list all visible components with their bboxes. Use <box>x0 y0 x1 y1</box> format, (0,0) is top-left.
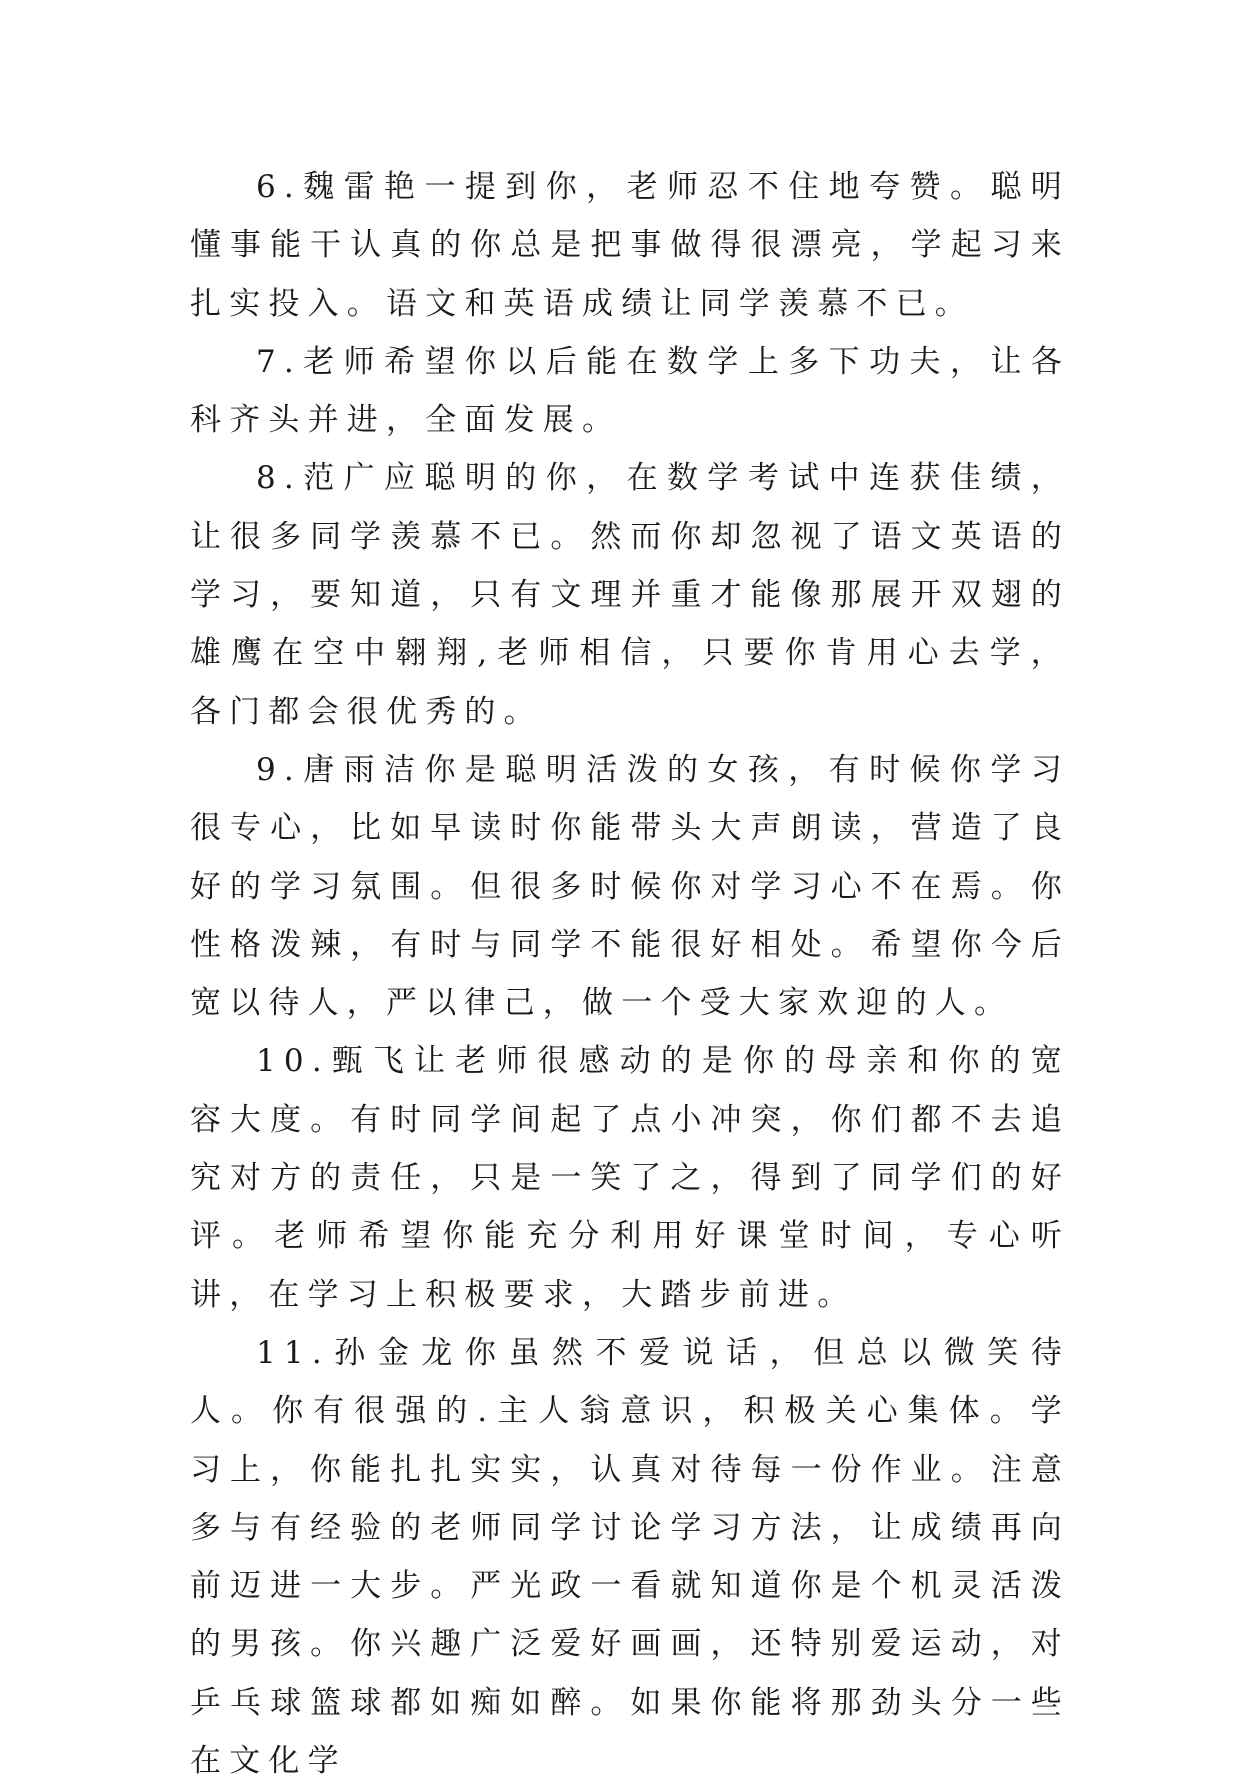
paragraph-11: 11.孙金龙你虽然不爱说话，但总以微笑待人。你有很强的.主人翁意识，积极关心集体。学习上，你能扎扎实实，认真对待每一份作业。注意多与有经验的老师同学讨论学习方法，让成绩再向前迈进一大步。严光政一看就知道你是个机灵活泼的男孩。你兴趣广泛爱好画画，还特别爱运动，对乒乓球篮球都如痴如醉。如果你能将那劲头分一些在文化学 <box>190 1334 1070 1780</box>
paragraph-8: 8.范广应聪明的你，在数学考试中连获佳绩，让很多同学羡慕不已。然而你却忽视了语文英语的学习，要知道，只有文理并重才能像那展开双翅的雄鹰在空中翱翔,老师相信，只要你肯用心去学，各门都会很优秀的。 <box>190 460 1070 730</box>
paragraph-10: 10.甄飞让老师很感动的是你的母亲和你的宽容大度。有时同学间起了点小冲突，你们都不去追究对方的责任，只是一笑了之，得到了同学们的好评。老师希望你能充分利用好课堂时间，专心听讲，在学习上积极要求，大踏步前进。 <box>190 1043 1070 1313</box>
paragraph-6: 6.魏雷艳一提到你，老师忍不住地夸赞。聪明懂事能干认真的你总是把事做得很漂亮，学起习来扎实投入。语文和英语成绩让同学羡慕不已。 <box>190 169 1070 322</box>
paragraph-7: 7.老师希望你以后能在数学上多下功夫，让各科齐头并进，全面发展。 <box>190 343 1070 439</box>
document-body <box>190 158 1070 1790</box>
paragraph-9: 9.唐雨洁你是聪明活泼的女孩，有时候你学习很专心，比如早读时你能带头大声朗读，营造了良好的学习氛围。但很多时候你对学习心不在焉。你性格泼辣，有时与同学不能很好相处。希望你今后宽以待人，严以律己，做一个受大家欢迎的人。 <box>190 751 1070 1022</box>
